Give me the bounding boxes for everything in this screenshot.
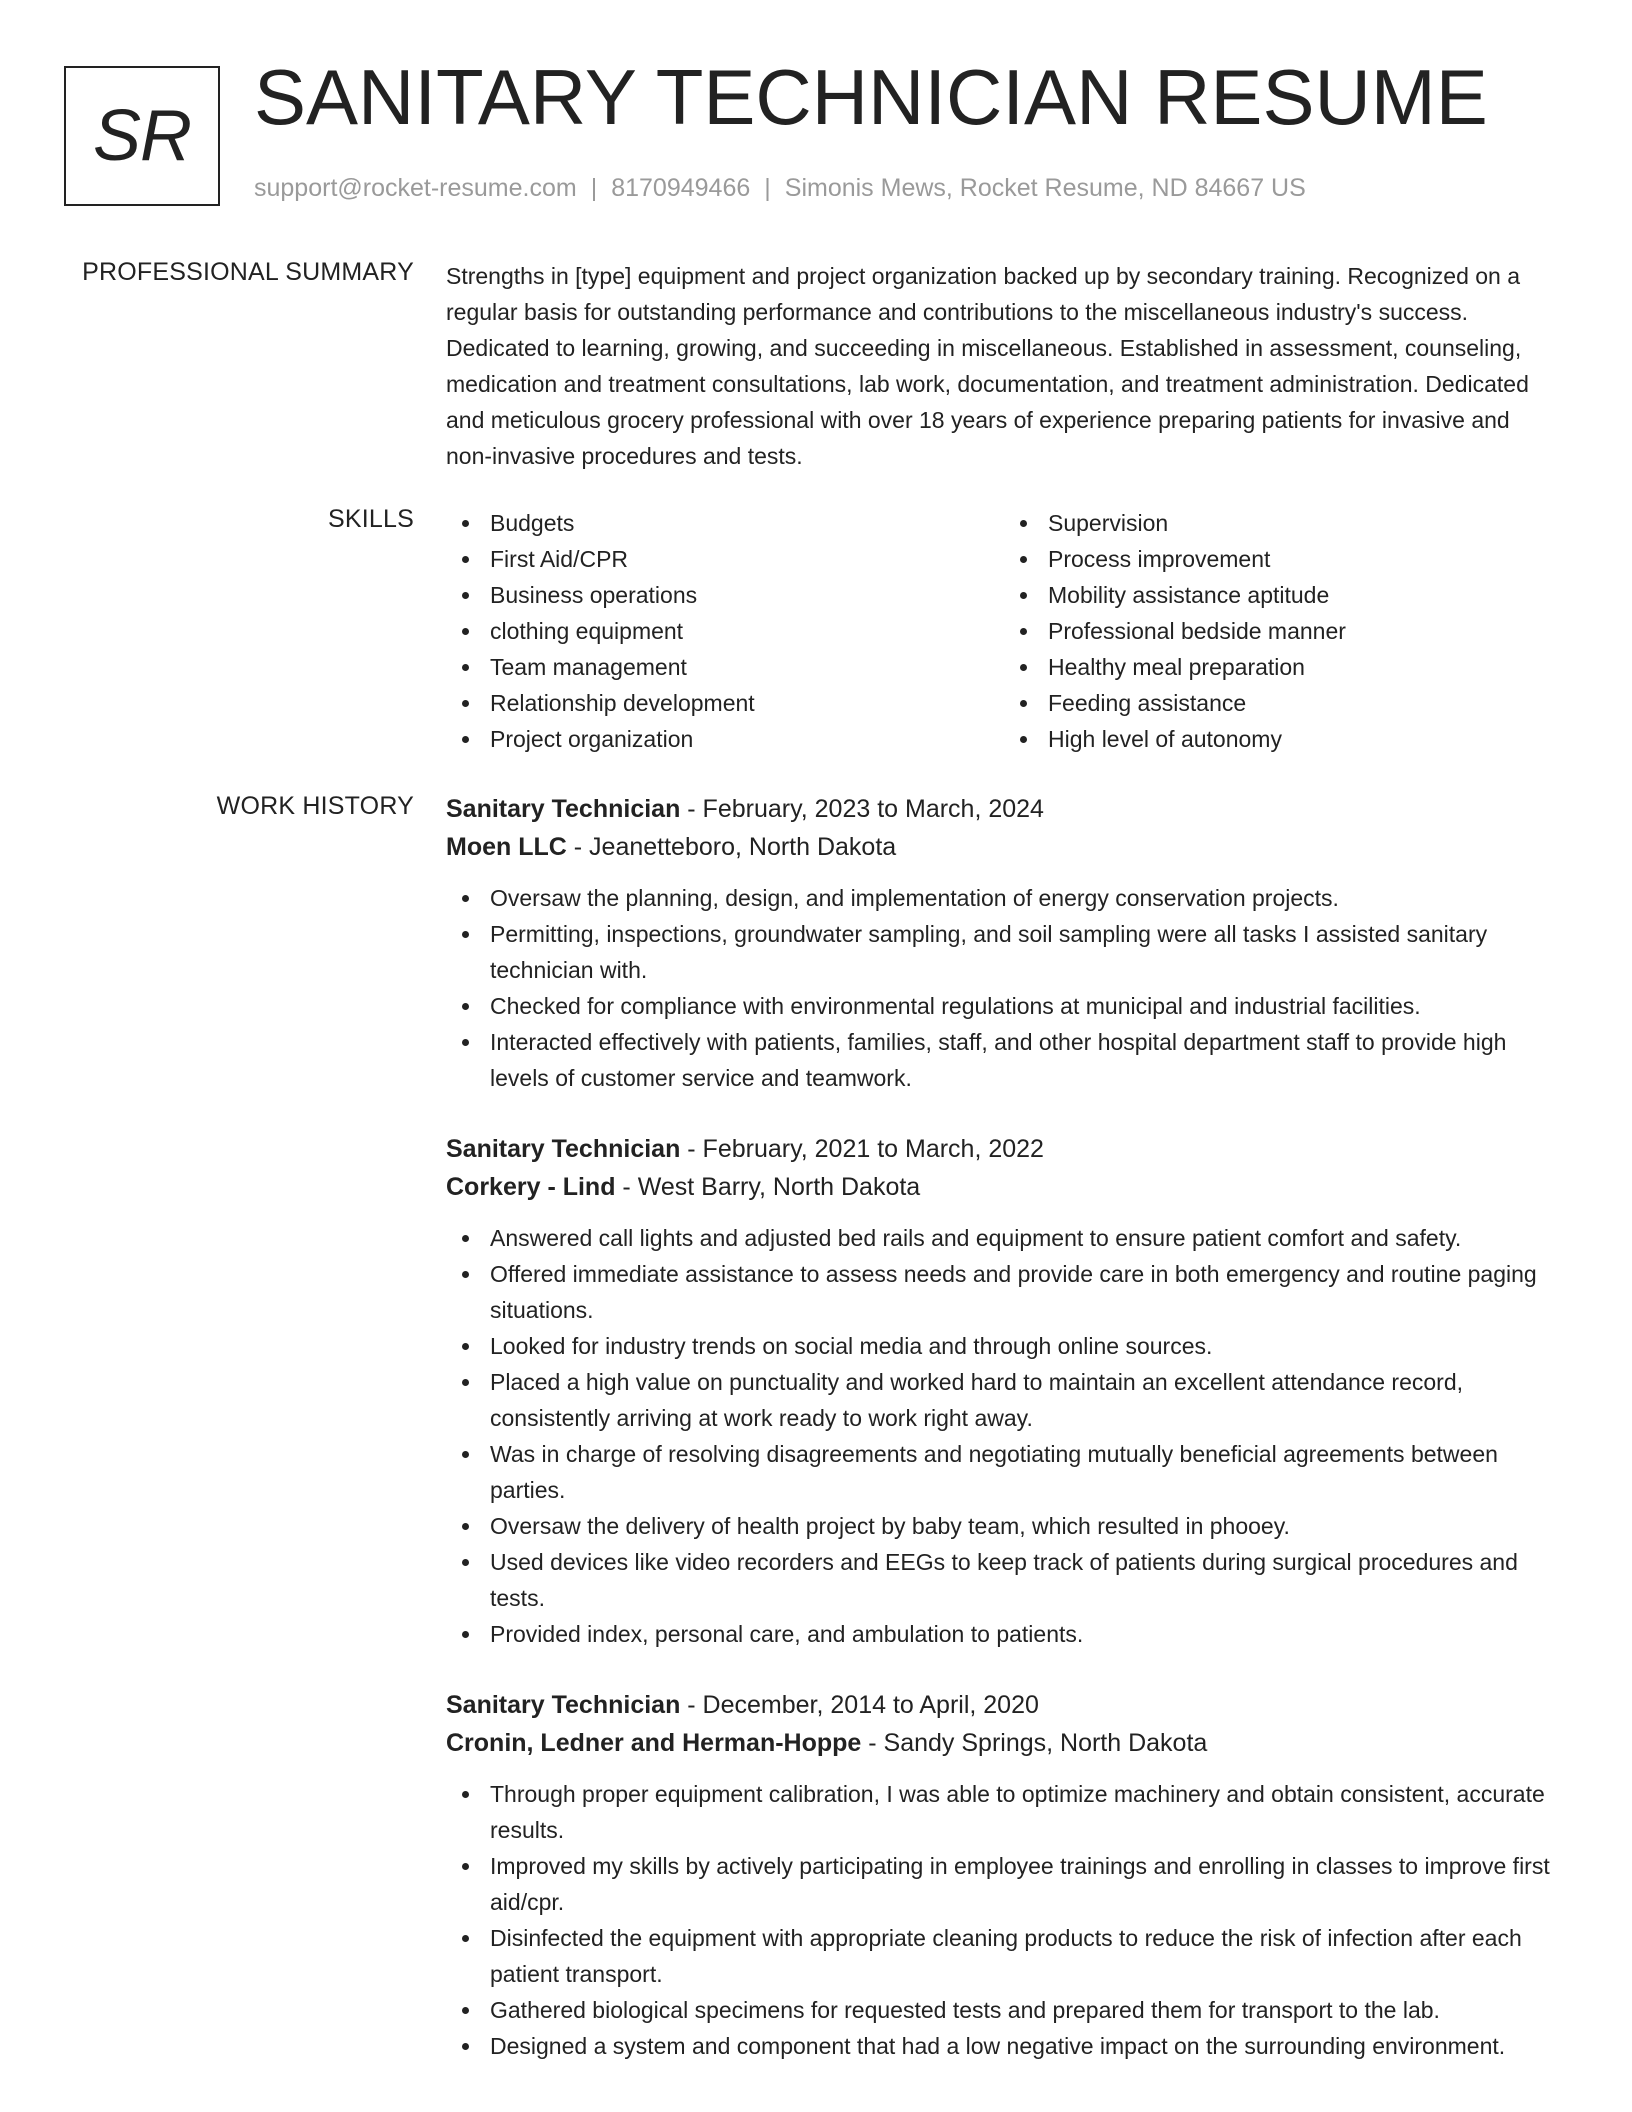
skill-item: Budgets bbox=[490, 505, 1004, 541]
job-location: - Jeanetteboro, North Dakota bbox=[566, 833, 897, 861]
skill-item: Team management bbox=[490, 649, 1004, 685]
contact-phone: 8170949466 bbox=[611, 174, 751, 202]
monogram-initials: SR bbox=[92, 96, 192, 176]
job-bullet: Gathered biological specimens for requested tests and prepared them for transport to the lab. bbox=[490, 1992, 1562, 2028]
job-bullet: Used devices like video recorders and EEGs to keep track of patients during surgical procedures and tests. bbox=[490, 1544, 1562, 1616]
skills-list-right bbox=[1004, 505, 1562, 757]
monogram-box bbox=[64, 66, 220, 206]
job-title: Sanitary Technician bbox=[446, 1691, 681, 1719]
skill-item: Relationship development bbox=[490, 685, 1004, 721]
job-company-line bbox=[446, 1168, 1562, 1206]
summary-section bbox=[446, 258, 1562, 474]
job-company-line bbox=[446, 1724, 1562, 1762]
job-bullets bbox=[446, 1776, 1562, 2064]
job-bullet: Disinfected the equipment with appropriate cleaning products to reduce the risk of infection after each patient transport. bbox=[490, 1920, 1562, 1992]
job-company: Cronin, Ledner and Herman-Hoppe bbox=[446, 1729, 862, 1757]
job-location: - West Barry, North Dakota bbox=[615, 1173, 921, 1201]
skill-item: clothing equipment bbox=[490, 613, 1004, 649]
resume-title: SANITARY TECHNICIAN RESUME bbox=[254, 53, 1488, 141]
skill-item: Healthy meal preparation bbox=[1048, 649, 1562, 685]
job-entry bbox=[446, 1130, 1562, 1652]
job-title-line bbox=[446, 1130, 1562, 1168]
job-bullet: Provided index, personal care, and ambulation to patients. bbox=[490, 1616, 1562, 1652]
job-bullet: Improved my skills by actively participating in employee trainings and enrolling in classes to improve first aid/cpr. bbox=[490, 1848, 1562, 1920]
job-entry bbox=[446, 790, 1562, 1096]
job-dates: - February, 2021 to March, 2022 bbox=[680, 1135, 1044, 1163]
skill-item: High level of autonomy bbox=[1048, 721, 1562, 757]
job-bullet: Looked for industry trends on social media and through online sources. bbox=[490, 1328, 1562, 1364]
job-company: Moen LLC bbox=[446, 833, 567, 861]
section-label-skills: SKILLS bbox=[328, 505, 414, 533]
job-bullet: Through proper equipment calibration, I was able to optimize machinery and obtain consistent, accurate results. bbox=[490, 1776, 1562, 1848]
skill-item: Process improvement bbox=[1048, 541, 1562, 577]
skill-item: Mobility assistance aptitude bbox=[1048, 577, 1562, 613]
job-dates: - February, 2023 to March, 2024 bbox=[680, 795, 1044, 823]
skill-item: Project organization bbox=[490, 721, 1004, 757]
job-title: Sanitary Technician bbox=[446, 1135, 681, 1163]
job-bullets bbox=[446, 1220, 1562, 1652]
contact-separator: | bbox=[590, 174, 598, 202]
contact-separator: | bbox=[764, 174, 771, 202]
job-bullet: Designed a system and component that had a low negative impact on the surrounding environment. bbox=[490, 2028, 1562, 2064]
contact-line bbox=[254, 174, 1306, 203]
contact-address: Simonis Mews, Rocket Resume, ND 84667 US bbox=[784, 174, 1306, 202]
job-bullet: Permitting, inspections, groundwater sampling, and soil sampling were all tasks I assisted sanitary technician with. bbox=[490, 916, 1562, 988]
job-company-line bbox=[446, 828, 1562, 866]
skill-item: First Aid/CPR bbox=[490, 541, 1004, 577]
job-title-line bbox=[446, 790, 1562, 828]
job-location: - Sandy Springs, North Dakota bbox=[861, 1729, 1208, 1757]
skill-item: Feeding assistance bbox=[1048, 685, 1562, 721]
job-entry bbox=[446, 1686, 1562, 2064]
contact-email: support@rocket-resume.com bbox=[254, 174, 577, 202]
job-bullet: Offered immediate assistance to assess needs and provide care in both emergency and routine paging situations. bbox=[490, 1256, 1562, 1328]
job-bullet: Oversaw the delivery of health project by baby team, which resulted in phooey. bbox=[490, 1508, 1562, 1544]
job-dates: - December, 2014 to April, 2020 bbox=[680, 1691, 1039, 1719]
skills-section bbox=[446, 505, 1562, 757]
work-history-section bbox=[446, 790, 1562, 2098]
job-bullet: Answered call lights and adjusted bed rails and equipment to ensure patient comfort and safety. bbox=[490, 1220, 1562, 1256]
skills-columns bbox=[446, 505, 1562, 757]
skill-item: Business operations bbox=[490, 577, 1004, 613]
job-title-line bbox=[446, 1686, 1562, 1724]
job-title: Sanitary Technician bbox=[446, 795, 681, 823]
section-label-work: WORK HISTORY bbox=[216, 792, 414, 820]
summary-text: Strengths in [type] equipment and project organization backed up by secondary training. Recognized on a regular basis for outstanding performance and contributions to the miscellaneous industry's success. Dedicated to learning, growing, and succeeding in miscellaneous. Established in assessment, counseling, medication and treatment consultations, lab work, documentation, and treatment administration. Dedicated and meticulous grocery professional with over 18 years of experience preparing patients for invasive and non-invasive procedures and tests. bbox=[446, 263, 1529, 469]
job-bullets bbox=[446, 880, 1562, 1096]
job-bullet: Oversaw the planning, design, and implementation of energy conservation projects. bbox=[490, 880, 1562, 916]
job-bullet: Checked for compliance with environmental regulations at municipal and industrial facilities. bbox=[490, 988, 1562, 1024]
job-bullet: Placed a high value on punctuality and worked hard to maintain an excellent attendance record, consistently arriving at work ready to work right away. bbox=[490, 1364, 1562, 1436]
skill-item: Supervision bbox=[1048, 505, 1562, 541]
job-company: Corkery - Lind bbox=[446, 1173, 616, 1201]
skills-list-left bbox=[446, 505, 1004, 757]
skill-item: Professional bedside manner bbox=[1048, 613, 1562, 649]
section-label-summary: PROFESSIONAL SUMMARY bbox=[82, 258, 414, 286]
job-bullet: Was in charge of resolving disagreements and negotiating mutually beneficial agreements between parties. bbox=[490, 1436, 1562, 1508]
job-bullet: Interacted effectively with patients, families, staff, and other hospital department staff to provide high levels of customer service and teamwork. bbox=[490, 1024, 1562, 1096]
